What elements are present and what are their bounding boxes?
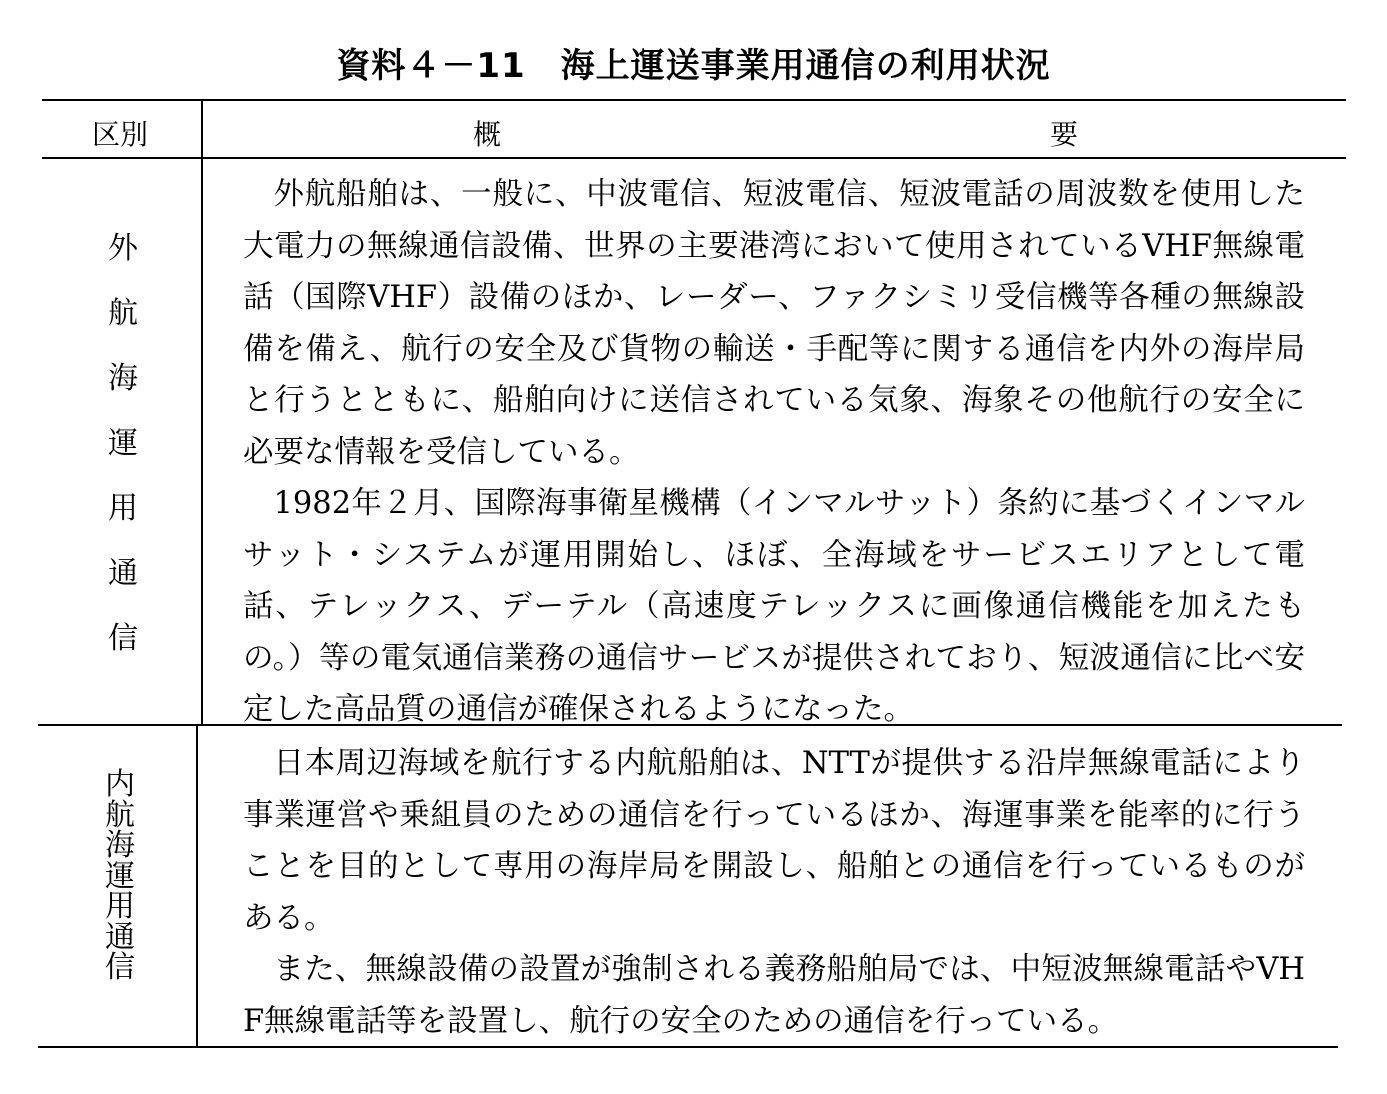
row-content-ocean-shipping <box>243 169 1305 736</box>
header-bottom-rule <box>42 157 1346 159</box>
label-char: 通 <box>108 556 138 591</box>
label-char: 航 <box>105 797 135 833</box>
label-char: 運 <box>108 426 138 461</box>
paragraph: 日本周辺海域を航行する内航船舶は、NTTが提供する沿岸無線電話により事業運営や乗組員のための通信を行っているほか、海運事業を能率的に行うことを目的として専用の海岸局を開設し、船舶との通信を行っているものがある。 <box>243 746 1305 936</box>
column-divider-lower <box>196 724 198 1047</box>
column-divider <box>201 99 203 725</box>
row-label-ocean-shipping <box>99 216 147 671</box>
table-top-rule <box>42 99 1346 101</box>
label-char: 運 <box>105 858 135 894</box>
label-char: 海 <box>105 828 135 863</box>
page-title: 資料４－11 海上運送事業用通信の利用状況 <box>336 46 1051 86</box>
row-label-coastal-shipping <box>96 767 144 985</box>
header-summary-right: 要 <box>1050 118 1079 151</box>
paragraph: 1982年２月、国際海事衛星機構（インマルサット）条約に基づくインマルサット・システムが運用開始し、ほぼ、全海域をサービスエリアとして電話、テレックス、デーテル（高速度テレックスに画像通信機能を加えたもの。）等の電気通信業務の通信サービスが提供されており、短波通信に比べ安定した高品質の通信が確保されるようになった。 <box>243 486 1305 727</box>
label-char: 内 <box>105 767 135 802</box>
paragraph: また、無線設備の設置が強制される義務船舶局では、中短波無線電話やVHF無線電話等を設置し、航行の安全のための通信を行っている。 <box>243 952 1305 1039</box>
label-char: 航 <box>108 296 138 331</box>
label-char: 信 <box>108 621 138 656</box>
header-summary-left: 概 <box>473 118 502 151</box>
label-char: 海 <box>108 361 138 396</box>
paragraph: 外航船舶は、一般に、中波電信、短波電信、短波電話の周波数を使用した大電力の無線通信設備、世界の主要港湾において使用されているVHF無線電話（国際VHF）設備のほか、レーダー、ファクシミリ受信機等各種の無線設備を備え、航行の安全及び貨物の輸送・手配等に関する通信を内外の海岸局と行うとともに、船舶向けに送信されている気象、海象その他航行の安全に必要な情報を受信している。 <box>243 177 1305 470</box>
label-char: 信 <box>105 950 135 985</box>
header-category: 区別 <box>92 118 149 151</box>
label-char: 用 <box>105 889 135 924</box>
label-char: 通 <box>105 919 135 955</box>
label-char: 用 <box>108 491 138 526</box>
label-char: 外 <box>108 231 138 266</box>
row-content-coastal-shipping <box>243 738 1305 1047</box>
